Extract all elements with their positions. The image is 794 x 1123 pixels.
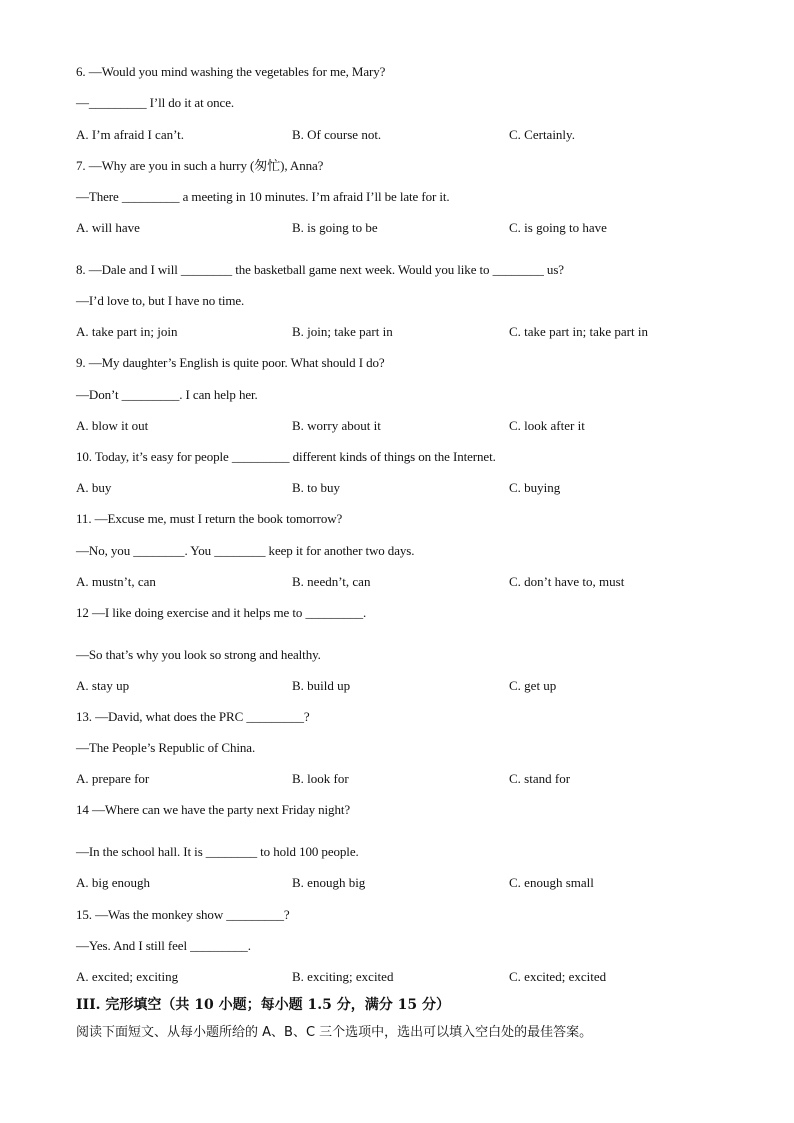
question-stem: 10. Today, it’s easy for people _________ different kinds of things on the Internet. <box>76 449 496 464</box>
option-a: A. mustn’t, can <box>76 574 156 589</box>
question-stem: 11. —Excuse me, must I return the book tomorrow? <box>76 511 343 526</box>
question-stem: 13. —David, what does the PRC _________? <box>76 709 310 724</box>
option-b: B. worry about it <box>292 418 381 433</box>
option-a: A. I’m afraid I can’t. <box>76 127 185 142</box>
option-c: C. Certainly. <box>509 127 575 142</box>
question-reply: —Don’t _________. I can help her. <box>76 387 258 402</box>
question-stem: 7. —Why are you in such a hurry (匆忙), Anna? <box>76 158 324 173</box>
question-stem: 15. —Was the monkey show _________? <box>76 907 290 922</box>
option-b: B. enough big <box>292 875 366 890</box>
question-reply: —_________ I’ll do it at once. <box>76 95 235 110</box>
option-a: A. stay up <box>76 678 130 693</box>
question-stem: 8. —Dale and I will ________ the basketball game next week. Would you like to ________ us? <box>76 262 564 277</box>
question-reply: —In the school hall. It is ________ to hold 100 people. <box>76 844 359 859</box>
option-c: C. is going to have <box>509 220 607 235</box>
option-c: C. buying <box>509 480 561 495</box>
option-c: C. take part in; take part in <box>509 324 648 339</box>
option-b: B. join; take part in <box>292 324 393 339</box>
option-b: B. is going to be <box>292 220 378 235</box>
option-c: C. don’t have to, must <box>509 574 625 589</box>
option-c: C. look after it <box>509 418 585 433</box>
option-a: A. prepare for <box>76 771 150 786</box>
section-instruction: 阅读下面短文、从每小题所给的 A、B、C 三个选项中，选出可以填入空白处的最佳答案。 <box>76 1025 593 1040</box>
question-stem: 14 —Where can we have the party next Friday night? <box>76 802 351 817</box>
question-reply: —No, you ________. You ________ keep it for another two days. <box>76 543 415 558</box>
question-stem: 9. —My daughter’s English is quite poor. What should I do? <box>76 355 385 370</box>
option-a: A. big enough <box>76 875 151 890</box>
option-a: A. will have <box>76 220 140 235</box>
question-reply: —There _________ a meeting in 10 minutes. I’m afraid I’ll be late for it. <box>76 189 450 204</box>
option-b: B. exciting; excited <box>292 969 394 984</box>
option-a: A. blow it out <box>76 418 149 433</box>
question-stem: 6. —Would you mind washing the vegetables for me, Mary? <box>76 64 386 79</box>
question-reply: —Yes. And I still feel _________. <box>76 938 251 953</box>
section-title: III. 完形填空（共 10 小题；每小题 1.5 分，满分 15 分） <box>76 997 450 1013</box>
option-b: B. build up <box>292 678 351 693</box>
option-b: B. needn’t, can <box>292 574 371 589</box>
option-c: C. excited; excited <box>509 969 607 984</box>
option-a: A. take part in; join <box>76 324 178 339</box>
option-b: B. look for <box>292 771 349 786</box>
option-c: C. stand for <box>509 771 571 786</box>
option-b: B. to buy <box>292 480 341 495</box>
option-a: A. buy <box>76 480 112 495</box>
option-c: C. enough small <box>509 875 594 890</box>
question-reply: —The People’s Republic of China. <box>76 740 256 755</box>
option-a: A. excited; exciting <box>76 969 179 984</box>
option-b: B. Of course not. <box>292 127 382 142</box>
question-reply: —I’d love to, but I have no time. <box>76 293 245 308</box>
question-reply: —So that’s why you look so strong and healthy. <box>76 647 321 662</box>
question-stem: 12 —I like doing exercise and it helps me to _________. <box>76 605 367 620</box>
option-c: C. get up <box>509 678 557 693</box>
